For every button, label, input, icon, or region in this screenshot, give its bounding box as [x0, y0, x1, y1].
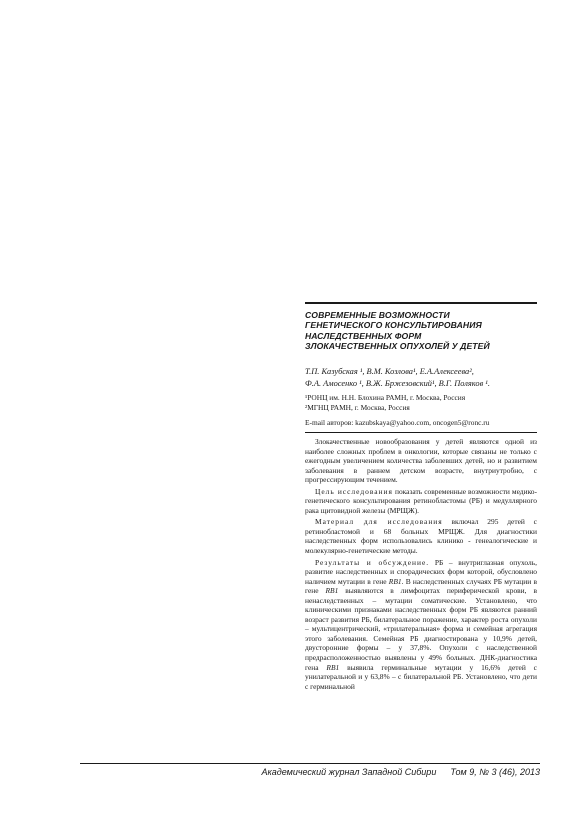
article-title: [305, 310, 537, 352]
abstract-paragraph: [305, 517, 537, 555]
author-email: E-mail авторов: kazubskaya@yahoo.com, oncogen5@ronc.ru: [305, 418, 490, 427]
page-footer: [80, 767, 540, 777]
section-lead: Материал для исследования: [315, 517, 443, 527]
paragraph-text: РБ – внутриглазная опухоль, развитие наследственных и спорадических форм которой, обусловлено наличием мутации в гене: [305, 557, 537, 586]
footer-rule: [80, 763, 540, 764]
affiliation: ¹РОНЦ им. Н.Н. Блохина РАМН, г. Москва, Россия: [305, 393, 466, 402]
paragraph-text: выявила герминальные мутации у 16,6% детей с унилатеральной и у 63,8% – с билатеральной РБ. Установлено, что дети с герминальной: [305, 662, 537, 691]
authors: [305, 366, 537, 389]
paragraph-text: . В наследственных случаях РБ мутации в гене: [305, 576, 537, 596]
gene-name: RB1: [325, 586, 339, 596]
journal-name: Академический журнал Западной Сибири: [261, 767, 437, 777]
author-line: Т.П. Казубская ¹, В.М. Козлова¹, Е.А.Алексеева²,: [305, 367, 474, 376]
paragraph-text: показать современные возможности медико-генетического консультирования ретинобластомы (РБ) и медуллярного рака щитовидной железы (МРЩЖ).: [305, 486, 538, 515]
abstract: [305, 437, 537, 691]
section-lead: Цель исследования: [315, 486, 393, 496]
paragraph-text: включал 295 детей с ретинобластомой и 68 больных МРЩЖ. Для диагностики наследственных форм использовались клинико - генеалогические и молекулярно-генетические методы.: [305, 517, 537, 556]
paragraph-text: Злокачественные новообразования у детей являются одной из наиболее сложных проблем в онкологии, которые связаны не только с ежегодным увеличением количества заболевших детей, но и развитием заболевания в раннем детском возрасте, внутриутробно, с прогрессирующим течением.: [305, 437, 537, 485]
abstract-rule: [305, 432, 537, 433]
abstract-paragraph: [305, 487, 537, 516]
paragraph-text: выявляются в лимфоцитах периферической крови, в ненаследственных – мутации соматические. Установлено, что клиническими признаками наследственных форм РБ являются ранний возраст развития РБ, билатеральное поражение, характер роста опухоли – мультицентрический, «трилатеральная» форма и семейная агрегация этого заболевания. Семейная РБ диагностирована у 10,9% детей, двусторонние формы – у 37,8%. Опухоли с наследственной предрасположенностью выявлены у 49% больных. ДНК-диагностика гена: [305, 586, 537, 672]
abstract-paragraph: [305, 558, 537, 692]
issue-info: Том 9, № 3 (46), 2013: [450, 767, 540, 777]
abstract-paragraph: [305, 437, 537, 485]
title-top-rule: [305, 302, 537, 304]
gene-name: RB1: [388, 576, 402, 586]
affiliations: [305, 393, 537, 412]
title-line: СОВРЕМЕННЫЕ ВОЗМОЖНОСТИ: [305, 310, 450, 320]
author-line: Ф.А. Амосенко ¹, В.Ж. Бржезовский¹, В.Г. Поляков ¹.: [305, 378, 490, 388]
gene-name: RB1: [326, 662, 340, 672]
title-line: НАСЛЕДСТВЕННЫХ ФОРМ: [305, 330, 422, 341]
title-line: ЗЛОКАЧЕСТВЕННЫХ ОПУХОЛЕЙ У ДЕТЕЙ: [305, 341, 490, 352]
section-lead: Результаты и обсуждение.: [315, 557, 430, 567]
affiliation: ²МГНЦ РАМН, г. Москва, Россия: [305, 402, 410, 412]
title-line: ГЕНЕТИЧЕСКОГО КОНСУЛЬТИРОВАНИЯ: [305, 320, 482, 331]
